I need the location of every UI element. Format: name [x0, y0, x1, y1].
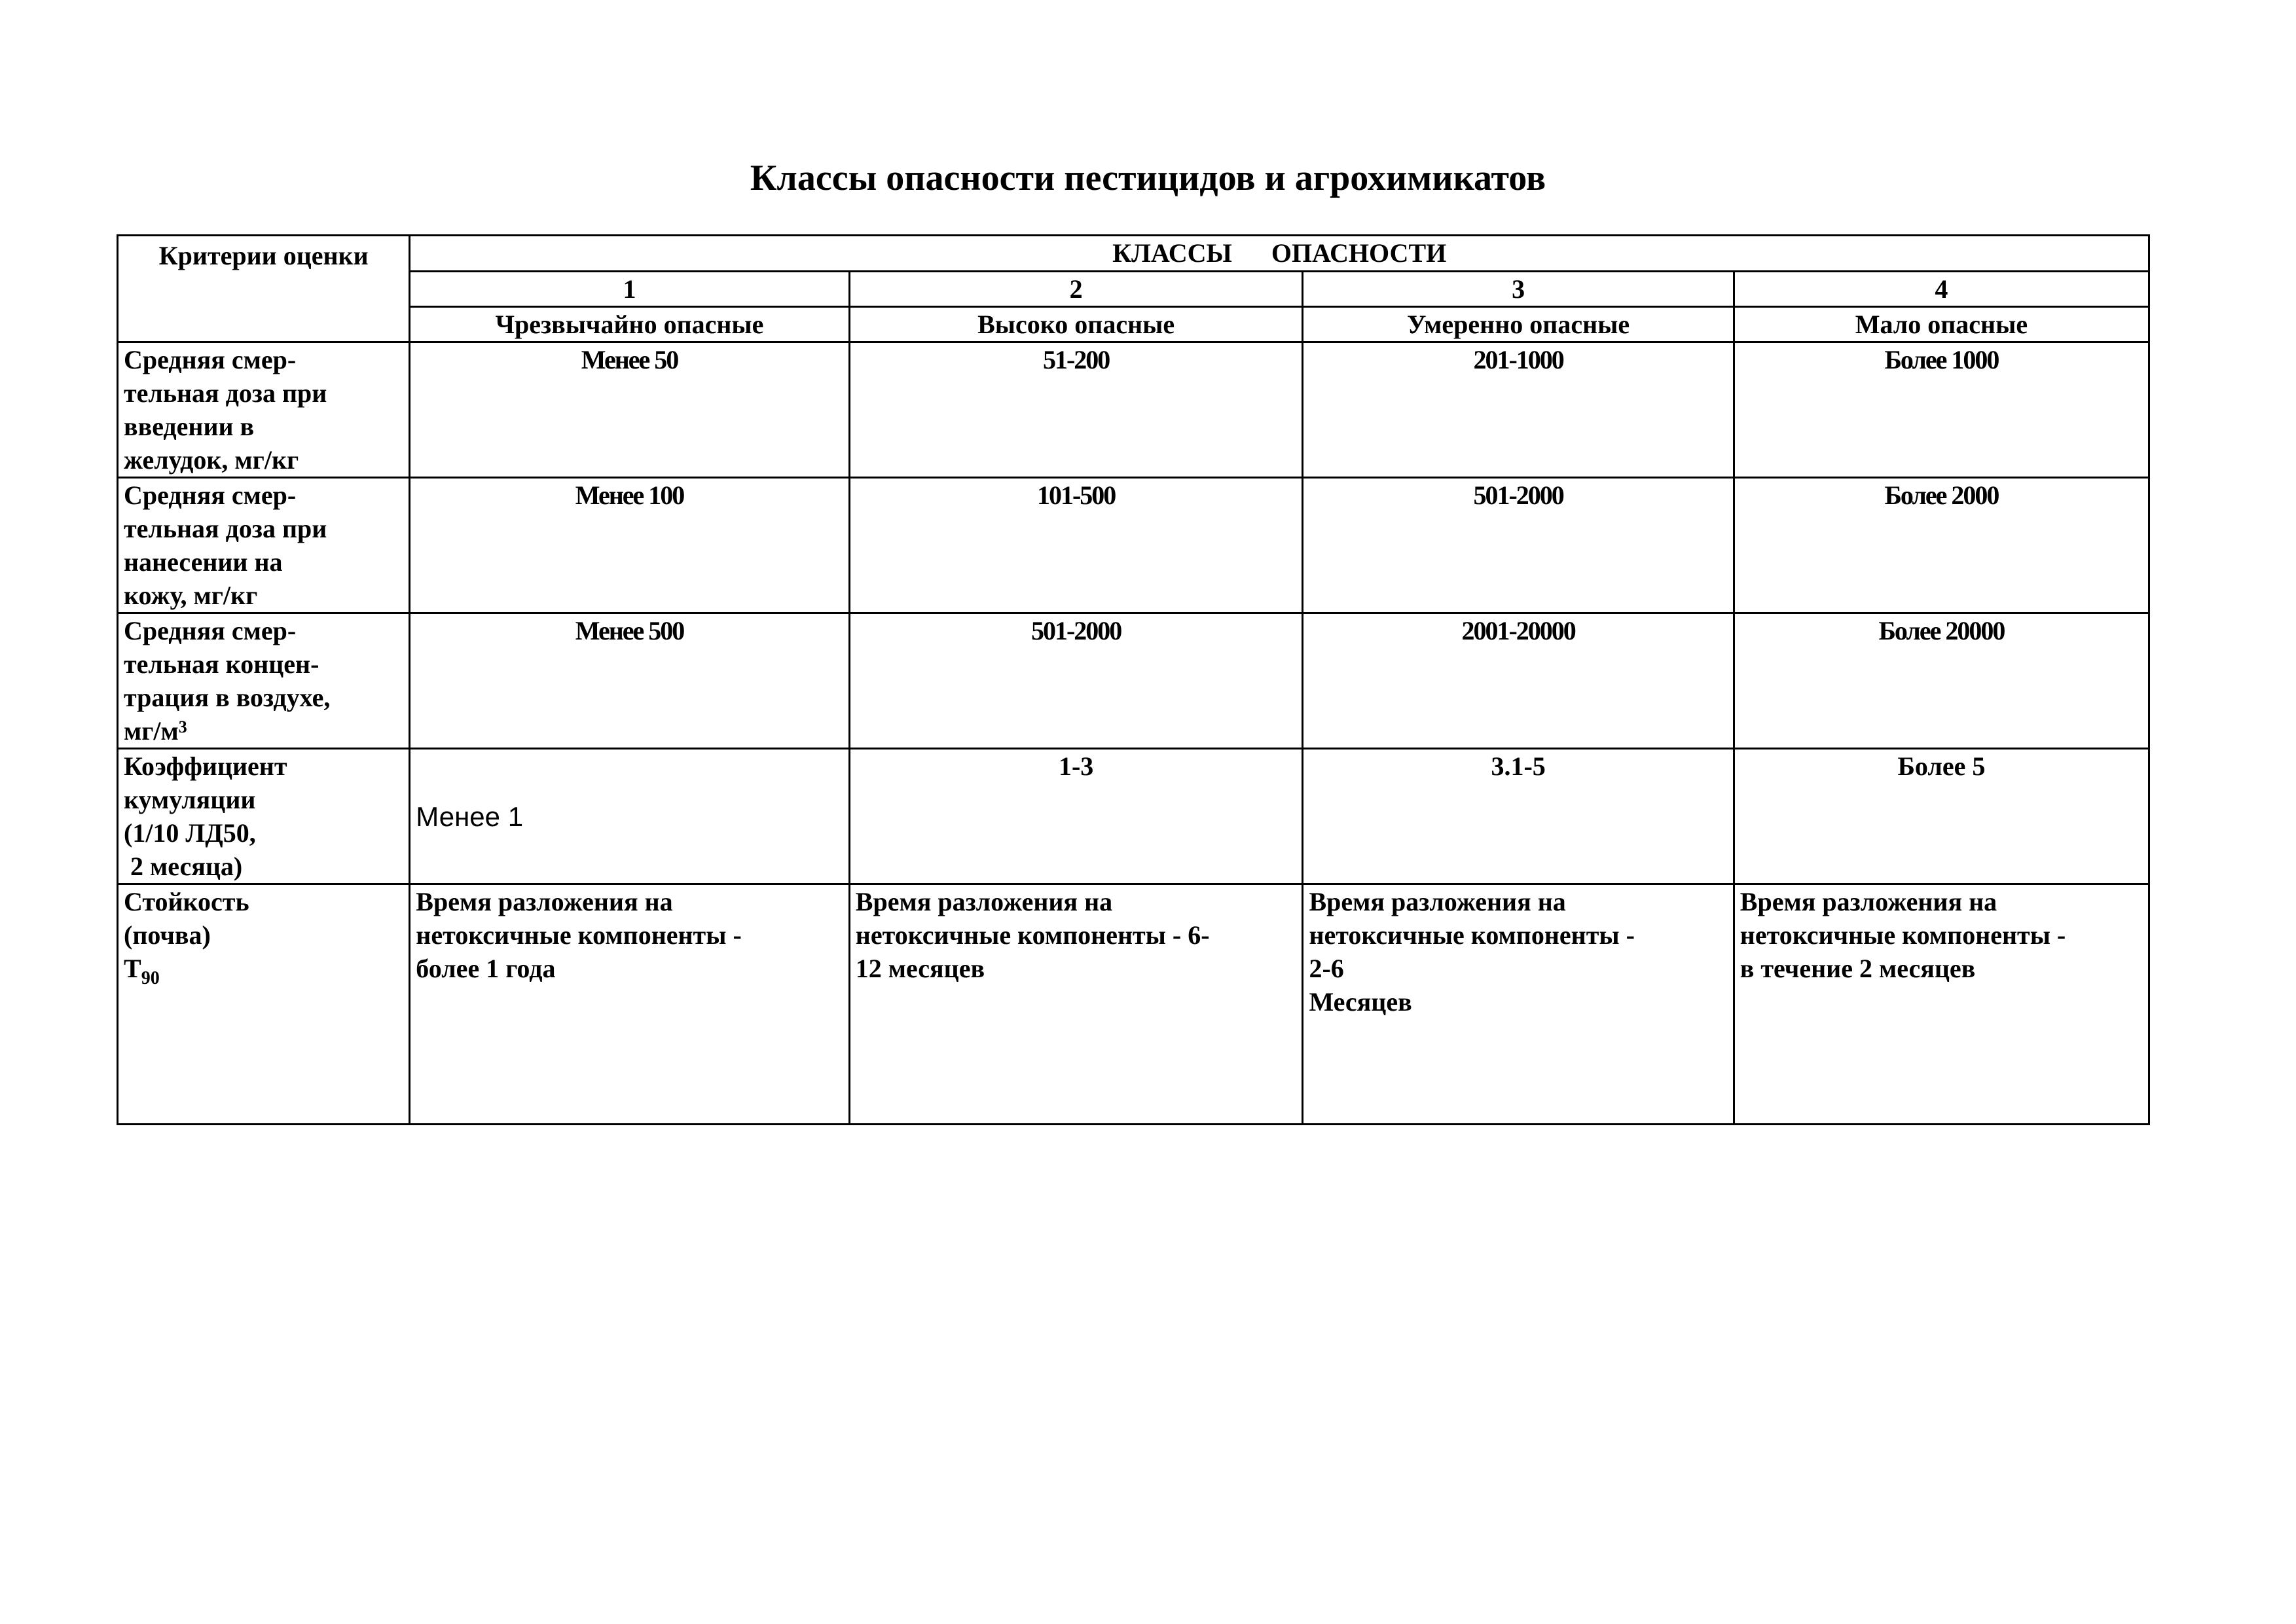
class-number-cell: 4: [1734, 272, 2149, 307]
criterion-cell: [118, 342, 410, 478]
table-row: [118, 749, 2149, 884]
criterion-line: тельная концен-: [124, 649, 319, 679]
value-cell: 501-2000: [849, 613, 1303, 749]
value-line: Время разложения на: [1309, 887, 1566, 916]
criterion-symbol: T: [124, 954, 141, 983]
hazard-classes-table: [117, 234, 2150, 1125]
criterion-line: (1/10 ЛД50,: [124, 818, 256, 848]
value-cell: 2001-20000: [1303, 613, 1734, 749]
class-name-row: [118, 307, 2149, 342]
criterion-line: тельная доза при: [124, 378, 327, 408]
value-cell: Более 5: [1734, 749, 2149, 884]
criterion-cell: [118, 749, 410, 884]
value-cell: Более 2000: [1734, 478, 2149, 613]
criterion-line: Средняя смер-: [124, 616, 297, 645]
value-cell: 101-500: [849, 478, 1303, 613]
value-line: 2-6: [1309, 954, 1344, 983]
criterion-line: [124, 952, 403, 988]
criterion-line: кумуляции: [124, 785, 256, 814]
class-number-cell: 1: [410, 272, 849, 307]
criterion-cell: [118, 884, 410, 1125]
criterion-line: Средняя смер-: [124, 480, 297, 510]
table-row: [118, 342, 2149, 478]
value-cell: [1303, 884, 1734, 1125]
table-header-row: [118, 236, 2149, 272]
value-line: Время разложения на: [416, 887, 673, 916]
value-cell: [410, 884, 849, 1125]
class-name-cell: Чрезвычайно опасные: [410, 307, 849, 342]
class-name-cell: Мало опасные: [1734, 307, 2149, 342]
value-line: нетоксичные компоненты - 6-: [855, 920, 1210, 950]
value-cell: [849, 884, 1303, 1125]
criteria-header-cell: [118, 236, 410, 342]
criterion-line: (почва): [124, 920, 211, 950]
criterion-cell: [118, 613, 410, 749]
class-number-row: [118, 272, 2149, 307]
criterion-cell: [118, 478, 410, 613]
criterion-line: введении в: [124, 412, 255, 441]
criterion-line: трация в воздухе,: [124, 683, 331, 712]
classes-header-word1: КЛАССЫ: [1112, 238, 1232, 268]
value-cell: Менее 500: [410, 613, 849, 749]
criterion-line: [124, 714, 403, 748]
table-row: [118, 478, 2149, 613]
criterion-line: Средняя смер-: [124, 345, 297, 374]
class-number-cell: 3: [1303, 272, 1734, 307]
page-title: Классы опасности пестицидов и агрохимикатов: [750, 158, 1546, 198]
value-cell: 201-1000: [1303, 342, 1734, 478]
criterion-unit: мг/м: [124, 716, 179, 746]
table-row: [118, 613, 2149, 749]
value-cell: Более 1000: [1734, 342, 2149, 478]
value-cell: 1-3: [849, 749, 1303, 884]
unit-superscript: 3: [178, 717, 187, 736]
value-line: нетоксичные компоненты -: [416, 920, 742, 950]
classes-header-cell: [410, 236, 2149, 272]
criteria-header-label: Критерии оценки: [158, 241, 369, 270]
symbol-subscript: 90: [141, 968, 160, 988]
criterion-line: тельная доза при: [124, 514, 327, 543]
value-line: нетоксичные компоненты -: [1309, 920, 1635, 950]
value-line: в течение 2 месяцев: [1740, 954, 1976, 983]
criterion-line: Коэффициент: [124, 751, 287, 781]
class-name-cell: Высоко опасные: [849, 307, 1303, 342]
value-cell: 3.1-5: [1303, 749, 1734, 884]
class-number-cell: 2: [849, 272, 1303, 307]
table-row: [118, 884, 2149, 1125]
value-cell: 501-2000: [1303, 478, 1734, 613]
criterion-line: Стойкость: [124, 887, 249, 916]
class-name-cell: Умеренно опасные: [1303, 307, 1734, 342]
value-line: Время разложения на: [855, 887, 1113, 916]
value-cell: 51-200: [849, 342, 1303, 478]
value-line: Время разложения на: [1740, 887, 1997, 916]
value-cell: Менее 100: [410, 478, 849, 613]
value-cell: Более 20000: [1734, 613, 2149, 749]
criterion-line: кожу, мг/кг: [124, 581, 258, 610]
value-cell: [1734, 884, 2149, 1125]
value-cell: Менее 1: [410, 749, 849, 884]
criterion-line: 2 месяца): [124, 852, 243, 881]
value-cell: Менее 50: [410, 342, 849, 478]
value-line: более 1 года: [416, 954, 556, 983]
criterion-line: желудок, мг/кг: [124, 445, 299, 475]
classes-header-word2: ОПАСНОСТИ: [1271, 238, 1447, 268]
value-line: 12 месяцев: [855, 954, 985, 983]
value-line: Месяцев: [1309, 987, 1412, 1017]
criterion-line: нанесении на: [124, 547, 283, 577]
value-line: нетоксичные компоненты -: [1740, 920, 2066, 950]
